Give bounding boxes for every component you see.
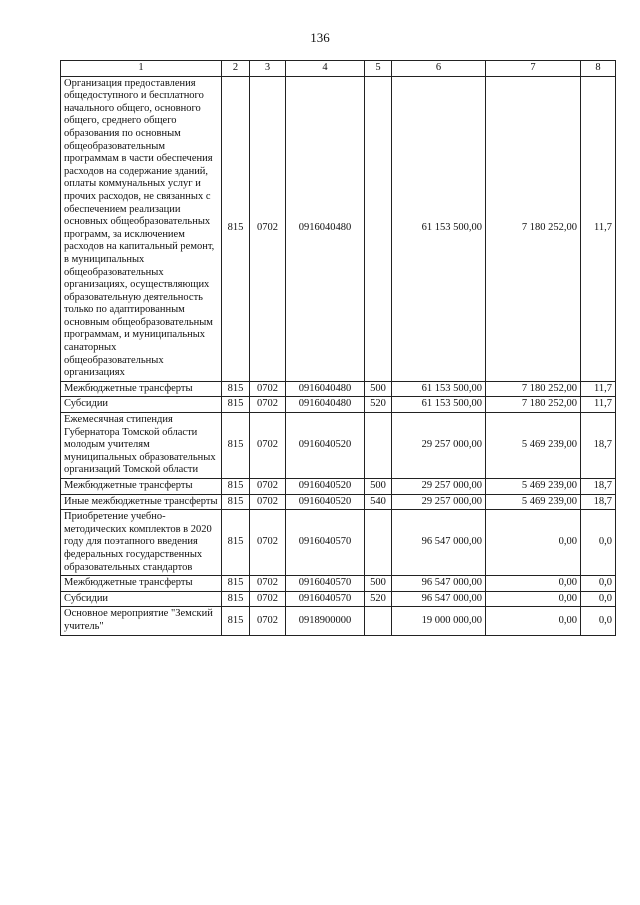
row-name: Субсидии	[61, 591, 222, 607]
cell-section-code: 0702	[250, 479, 286, 495]
cell-actual: 0,00	[486, 576, 581, 592]
cell-target-code: 0918900000	[286, 607, 365, 635]
cell-section-code: 0702	[250, 494, 286, 510]
cell-expense-type: 520	[365, 397, 392, 413]
cell-section-code: 0702	[250, 413, 286, 479]
cell-admin-code: 815	[222, 76, 250, 381]
cell-percent: 0,0	[581, 576, 616, 592]
table-row	[61, 76, 616, 381]
budget-table	[60, 60, 616, 636]
cell-actual: 5 469 239,00	[486, 479, 581, 495]
cell-target-code: 0916040480	[286, 76, 365, 381]
cell-admin-code: 815	[222, 381, 250, 397]
cell-target-code: 0916040570	[286, 510, 365, 576]
cell-admin-code: 815	[222, 479, 250, 495]
table-row	[61, 479, 616, 495]
cell-admin-code: 815	[222, 576, 250, 592]
column-header: 7	[486, 61, 581, 77]
cell-target-code: 0916040480	[286, 381, 365, 397]
cell-section-code: 0702	[250, 510, 286, 576]
cell-target-code: 0916040520	[286, 494, 365, 510]
cell-admin-code: 815	[222, 510, 250, 576]
cell-actual: 0,00	[486, 591, 581, 607]
table-row	[61, 381, 616, 397]
cell-actual: 7 180 252,00	[486, 76, 581, 381]
cell-actual: 5 469 239,00	[486, 413, 581, 479]
row-name: Субсидии	[61, 397, 222, 413]
cell-percent: 0,0	[581, 510, 616, 576]
cell-percent: 0,0	[581, 607, 616, 635]
column-header: 1	[61, 61, 222, 77]
column-header: 3	[250, 61, 286, 77]
cell-plan: 96 547 000,00	[392, 510, 486, 576]
cell-plan: 29 257 000,00	[392, 494, 486, 510]
row-name: Иные межбюджетные трансферты	[61, 494, 222, 510]
cell-section-code: 0702	[250, 397, 286, 413]
cell-percent: 18,7	[581, 479, 616, 495]
cell-plan: 61 153 500,00	[392, 397, 486, 413]
table-header-row	[61, 61, 616, 77]
cell-actual: 0,00	[486, 607, 581, 635]
cell-admin-code: 815	[222, 591, 250, 607]
column-header: 6	[392, 61, 486, 77]
table-row	[61, 413, 616, 479]
cell-section-code: 0702	[250, 591, 286, 607]
cell-percent: 18,7	[581, 494, 616, 510]
cell-target-code: 0916040520	[286, 413, 365, 479]
row-name: Межбюджетные трансферты	[61, 479, 222, 495]
cell-plan: 29 257 000,00	[392, 413, 486, 479]
cell-actual: 5 469 239,00	[486, 494, 581, 510]
page-number: 136	[310, 30, 330, 45]
row-name: Межбюджетные трансферты	[61, 576, 222, 592]
cell-section-code: 0702	[250, 607, 286, 635]
row-name: Основное мероприятие "Земский учитель"	[61, 607, 222, 635]
cell-percent: 11,7	[581, 397, 616, 413]
cell-section-code: 0702	[250, 381, 286, 397]
cell-plan: 61 153 500,00	[392, 381, 486, 397]
cell-expense-type: 500	[365, 576, 392, 592]
cell-expense-type: 500	[365, 479, 392, 495]
cell-target-code: 0916040520	[286, 479, 365, 495]
cell-target-code: 0916040570	[286, 591, 365, 607]
cell-percent: 11,7	[581, 381, 616, 397]
row-name: Организация предоставления общедоступного и бесплатного начального общего, основного общего, среднего общего образования по основным общеобразовательным программам в части обеспечения расходов на содержание зданий, оплаты коммунальных услуг и прочих расходов, не связанных с обеспечением реализации основных общеобразовательных программ, за исключением расходов на капитальный ремонт, в муниципальных общеобразовательных организациях, осуществляющих образовательную деятельность только по адаптированным основным общеобразовательным программам, и муниципальных санаторных общеобразовательных организациях	[61, 76, 222, 381]
cell-actual: 7 180 252,00	[486, 381, 581, 397]
cell-plan: 19 000 000,00	[392, 607, 486, 635]
cell-percent: 11,7	[581, 76, 616, 381]
cell-expense-type: 500	[365, 381, 392, 397]
cell-percent: 18,7	[581, 413, 616, 479]
row-name: Приобретение учебно-методических комплектов в 2020 году для поэтапного введения федеральных государственных образовательных стандартов	[61, 510, 222, 576]
cell-section-code: 0702	[250, 576, 286, 592]
cell-admin-code: 815	[222, 413, 250, 479]
cell-percent: 0,0	[581, 591, 616, 607]
table-row	[61, 607, 616, 635]
table-row	[61, 576, 616, 592]
table-row	[61, 397, 616, 413]
cell-target-code: 0916040570	[286, 576, 365, 592]
column-header: 5	[365, 61, 392, 77]
table-row	[61, 510, 616, 576]
cell-admin-code: 815	[222, 607, 250, 635]
table-row	[61, 591, 616, 607]
cell-expense-type	[365, 76, 392, 381]
cell-expense-type	[365, 607, 392, 635]
column-header: 4	[286, 61, 365, 77]
cell-admin-code: 815	[222, 494, 250, 510]
cell-actual: 0,00	[486, 510, 581, 576]
cell-plan: 96 547 000,00	[392, 591, 486, 607]
cell-plan: 29 257 000,00	[392, 479, 486, 495]
cell-expense-type: 540	[365, 494, 392, 510]
cell-section-code: 0702	[250, 76, 286, 381]
cell-admin-code: 815	[222, 397, 250, 413]
row-name: Ежемесячная стипендия Губернатора Томской области молодым учителям муниципальных образовательных организаций Томской области	[61, 413, 222, 479]
row-name: Межбюджетные трансферты	[61, 381, 222, 397]
cell-expense-type	[365, 510, 392, 576]
cell-expense-type	[365, 413, 392, 479]
column-header: 8	[581, 61, 616, 77]
cell-target-code: 0916040480	[286, 397, 365, 413]
cell-expense-type: 520	[365, 591, 392, 607]
cell-plan: 61 153 500,00	[392, 76, 486, 381]
table-row	[61, 494, 616, 510]
cell-plan: 96 547 000,00	[392, 576, 486, 592]
cell-actual: 7 180 252,00	[486, 397, 581, 413]
column-header: 2	[222, 61, 250, 77]
